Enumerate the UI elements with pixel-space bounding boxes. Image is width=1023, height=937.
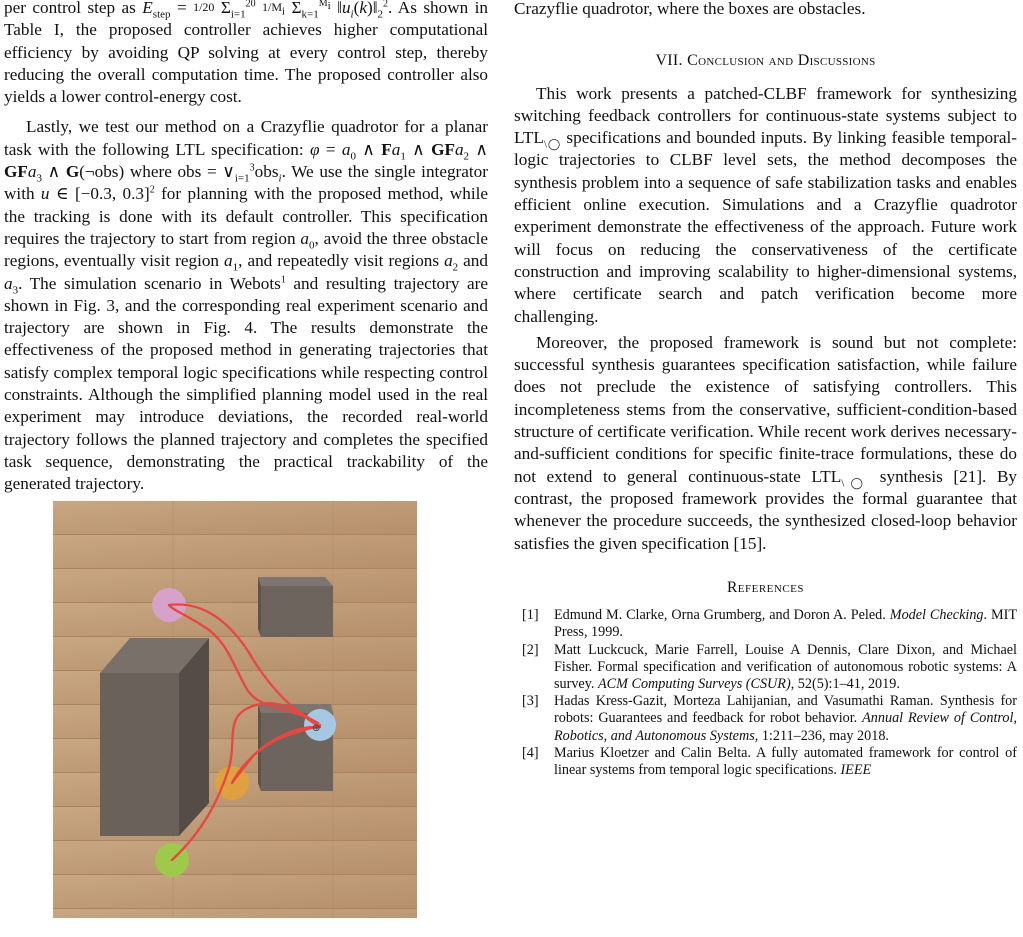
conclusion-para1: This work presents a patched-CLBF framework for synthesizing switching feedback controllers for continuous-state systems subject to $LTL_{\backslash◯}$ specifications and bounded inputs. By linking feasible temporal-logic trajectories to CLBF level sets, the method decomposes the synthesis problem into a sequence of safe stabilization tasks and enables efficient online execution. Simulations and a Crazyflie quadrotor experiment demonstrate the effectiveness of the approach. Future work will focus on reducing the conservativeness of the certificate construction and improving scalability to higher-dimensional systems, where certificate search and patch verification become more challenging.	[514, 83, 1017, 326]
section-title: VII. Conclusion and Discussions	[655, 52, 876, 70]
obstacle-box-top-right	[258, 577, 333, 637]
right-column	[514, 0, 1017, 779]
reference-number: [3]	[522, 693, 539, 710]
left-para1: per control step as $E_{step} = 1/20$ $\Sigma_{i=1}^{20}$ $1/M_i$ $\Sigma_{k=1}^{M_i}$ $‖u_i(k)‖_2^2$. As shown in Table I, the proposed controller achieves higher computational efficiency by avoiding QP solving at every control step, thereby reducing the overall computation time. The proposed controller also yields a lower control-energy cost.	[4, 0, 488, 107]
left-para1-rest: shown in Table I, the proposed controller achieves higher computational efficiency by avoiding QP solving at every control step, thereby reducing the overall computation time. The proposed controller also yields a lower control-energy cost.	[4, 0, 488, 107]
reference-number: [4]	[522, 744, 539, 761]
references-title: References	[726, 578, 805, 596]
reference-4: [4] Marius Kloetzer and Calin Belta. A fully automated framework for control of linear systems from temporal logic specifications. IEEE	[522, 744, 1017, 778]
reference-1: [1] Edmund M. Clarke, Orna Grumberg, and Doron A. Peled. Model Checking. MIT Press, 1999.	[522, 607, 1017, 641]
webots-scene-svg	[53, 501, 417, 918]
left-column	[4, 0, 488, 496]
left-para2: Lastly, we test our method on a Crazyflie quadrotor for a planar task with the following LTL specification: $\varphi = a_0$ ∧ $Fa_1$ ∧ GFa$_2$ ∧ GFa$_3$ ∧ G(¬obs) where obs = $\vee_{i=1}^3obs_i$. We use the single integrator with u ∈ [−0.3, 0.3]$^2$ for planning with the proposed method, while the tracking is done with its default controller. This specification requires the trajectory to start from region $a_0$, avoid the three obstacle regions, eventually visit region $a_1$, and repeatedly visit regions $a_2$ and $a_3$. The simulation scenario in Webots$^1$ and resulting trajectory are shown in Fig. 3, and the corresponding real experiment scenario and trajectory are shown in Fig. 4. The results demonstrate the effectiveness of the proposed method in generating trajectories that satisfy complex temporal logic specifications while respecting control constraints. Although the simplified planning model used in the real experiment may introduce deviations, the recorded real-world trajectory follows the planned trajectory and completes the specified task sequence, demonstrating the practical trackability of the generated trajectory.	[4, 117, 488, 494]
reference-2: [2] Matt Luckcuck, Marie Farrell, Louise A Dennis, Clare Dixon, and Michael Fisher. Formal specification and verification of autonomous robotic systems: A survey. ACM Computing Surveys (CSUR), 52(5):1–41, 2019.	[522, 641, 1017, 692]
reference-number: [2]	[522, 641, 539, 658]
drone-marker: ⊛	[312, 723, 321, 734]
figure-caption-fragment: Crazyflie quadrotor, where the boxes are obstacles.	[514, 0, 866, 18]
reference-3: [3] Hadas Kress-Gazit, Morteza Lahijanian, and Vasumathi Raman. Synthesis for robots: Guarantees and feedback for robot behavior. Annual Review of Control, Robotics, and Autonomous Systems, 1:211–236, may 2018.	[522, 693, 1017, 744]
figure-webots-scenario	[53, 501, 417, 918]
obstacle-box-left	[100, 638, 209, 836]
conclusion-para2: Moreover, the proposed framework is sound but not complete: successful synthesis guarantees specification satisfaction, while failure does not preclude the existence of satisfying controllers. This incompleteness stems from the conservative, sufficient-condition-based structure of certificate verification. While recent work derives necessary-and-sufficient conditions for specific finite-trace formulations, these do not extend to general continuous-state $LTL_{\backslash◯}$ synthesis [21]. By contrast, the proposed framework provides the formal guarantee that whenever the procedure succeeds, the synthesized closed-loop behavior satisfies the given specification [15].	[514, 332, 1018, 553]
reference-number: [1]	[522, 607, 539, 624]
